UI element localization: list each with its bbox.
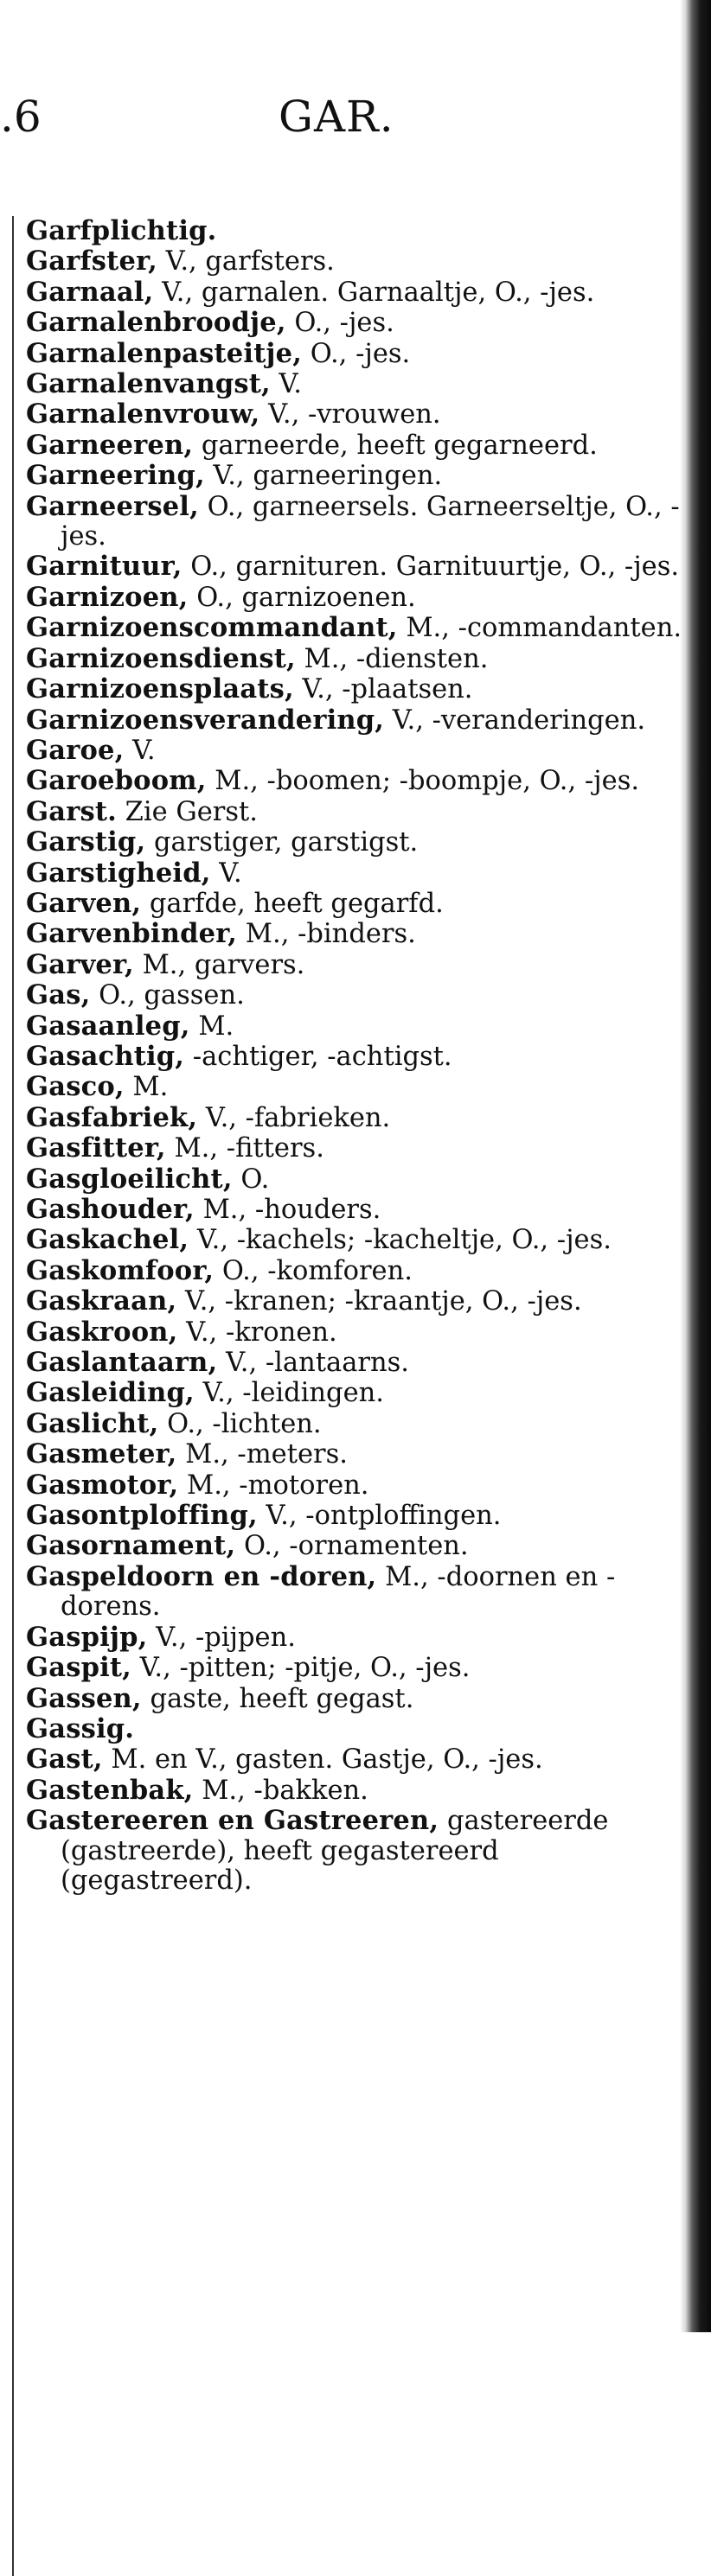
entry-definition: V. xyxy=(124,735,156,766)
dictionary-entry xyxy=(26,1531,683,1561)
dictionary-entry xyxy=(26,399,683,430)
entry-definition: V., -kranen; -kraantje, O., -jes. xyxy=(176,1286,582,1317)
entry-definition: M., -motoren. xyxy=(178,1470,369,1501)
entry-definition: V., -fabrieken. xyxy=(197,1102,391,1133)
dictionary-entry xyxy=(26,736,683,766)
dictionary-entry xyxy=(26,1072,683,1102)
entry-definition: garfde, heeft gegarfd. xyxy=(141,888,444,919)
entry-definition: M., -fitters. xyxy=(165,1133,324,1164)
entry-definition: O., -ornamenten. xyxy=(235,1531,469,1562)
entry-headword: Gasmeter, xyxy=(26,1438,177,1470)
entry-headword: Garven, xyxy=(26,887,142,919)
entry-headword: Garnituur, xyxy=(26,551,183,583)
entry-headword: Garnalenbroodje, xyxy=(26,307,286,339)
dictionary-entry xyxy=(26,430,683,461)
entry-headword: Garfplichtig. xyxy=(26,215,217,246)
entry-definition: M., -meters. xyxy=(176,1439,348,1470)
entry-headword: Garneeren, xyxy=(26,429,194,461)
entry-headword: Garoe, xyxy=(26,734,125,766)
entry-definition: V., -ontploffingen. xyxy=(257,1501,502,1532)
entry-definition: M., -houders. xyxy=(194,1195,381,1225)
entry-definition: V., -kachels; -kacheltje, O., -jes. xyxy=(189,1225,612,1256)
dictionary-entry xyxy=(26,492,683,552)
entry-headword: Garneering, xyxy=(26,460,205,492)
entry-definition: O. xyxy=(232,1164,270,1195)
dictionary-entry xyxy=(26,1684,683,1714)
dictionary-entry xyxy=(26,1744,683,1775)
entry-headword: Garfster, xyxy=(26,245,157,277)
entry-definition: O., garnituren. Garnituurtje, O., -jes. xyxy=(182,552,680,583)
entry-headword: Garnaal, xyxy=(26,276,154,308)
entry-headword: Gaskraan, xyxy=(26,1285,177,1317)
dictionary-entry xyxy=(26,705,683,736)
dictionary-entry xyxy=(26,613,683,643)
entry-definition: V., -leidingen. xyxy=(194,1378,384,1409)
dictionary-entry xyxy=(26,1011,683,1042)
entry-headword: Garnizoensverandering, xyxy=(26,704,385,736)
entry-headword: Garnalenvrouw, xyxy=(26,399,260,430)
entry-definition: M., -boomen; -boompje, O., -jes. xyxy=(206,766,640,797)
entry-headword: Garnizoensplaats, xyxy=(26,673,294,705)
entry-definition: V. xyxy=(210,858,242,889)
entry-headword: Garnalenvangst, xyxy=(26,368,271,400)
entry-headword: Garneersel, xyxy=(26,490,199,522)
entry-definition: gastereerde (gastreerde), heeft gegastereerd (gegastreerd). xyxy=(61,1806,609,1896)
entry-headword: Garst. xyxy=(26,795,117,827)
entry-definition: garstiger, garstigst. xyxy=(145,827,419,858)
entry-headword: Gasco, xyxy=(26,1071,125,1103)
dictionary-entry xyxy=(26,1409,683,1439)
dictionary-entries xyxy=(26,216,683,1896)
dictionary-entry xyxy=(26,766,683,796)
entry-definition: M. xyxy=(124,1072,169,1103)
page-header xyxy=(0,92,711,173)
entry-definition: V., -veranderingen. xyxy=(384,705,646,736)
entry-definition: gaste, heeft gegast. xyxy=(141,1683,414,1714)
dictionary-entry xyxy=(26,644,683,674)
entry-headword: Gasleiding, xyxy=(26,1377,195,1409)
dictionary-entry xyxy=(26,246,683,277)
entry-headword: Gasaanleg, xyxy=(26,1010,190,1042)
dictionary-entry xyxy=(26,919,683,949)
dictionary-entry xyxy=(26,552,683,582)
entry-headword: Gaspijp, xyxy=(26,1621,148,1653)
dictionary-entry xyxy=(26,216,683,246)
entry-headword: Garstig, xyxy=(26,826,146,858)
entry-headword: Gaskomfoor, xyxy=(26,1254,215,1286)
entry-definition: Zie Gerst. xyxy=(116,796,258,827)
entry-headword: Gaspeldoorn en -doren, xyxy=(26,1560,377,1592)
entry-definition: M., -doornen en -dorens. xyxy=(61,1561,616,1623)
entry-headword: Garnizoen, xyxy=(26,581,189,613)
entry-definition: -achtiger, -achtigst. xyxy=(184,1041,452,1072)
entry-definition: V., -plaatsen. xyxy=(293,674,473,705)
entry-headword: Gasmotor, xyxy=(26,1469,179,1501)
entry-headword: Garoeboom, xyxy=(26,765,207,797)
entry-headword: Gasfitter, xyxy=(26,1132,166,1164)
entry-headword: Gaslantaarn, xyxy=(26,1347,218,1379)
dictionary-entry xyxy=(26,1195,683,1225)
entry-definition: M., garvers. xyxy=(133,949,305,980)
page-number: .6 xyxy=(0,92,42,142)
entry-headword: Gasornament, xyxy=(26,1530,236,1562)
entry-headword: Gaspit, xyxy=(26,1652,132,1684)
entry-headword: Gasontploffing, xyxy=(26,1500,258,1532)
entry-definition: V., -pijpen. xyxy=(147,1622,296,1653)
dictionary-entry xyxy=(26,1776,683,1806)
entry-definition: O., garneersels. Garneerseltje, O., -jes. xyxy=(61,491,680,552)
entry-headword: Garvenbinder, xyxy=(26,918,238,950)
entry-headword: Gas, xyxy=(26,979,91,1011)
dictionary-entry xyxy=(26,308,683,338)
dictionary-entry xyxy=(26,1103,683,1133)
dictionary-entry xyxy=(26,980,683,1011)
dictionary-entry xyxy=(26,461,683,491)
dictionary-entry xyxy=(26,1042,683,1072)
entry-headword: Garver, xyxy=(26,948,134,980)
dictionary-entry xyxy=(26,889,683,919)
entry-definition: V., -vrouwen. xyxy=(259,399,441,430)
entry-definition: V., garfsters. xyxy=(157,246,335,277)
dictionary-entry xyxy=(26,1256,683,1286)
entry-headword: Gasachtig, xyxy=(26,1040,185,1072)
dictionary-entry xyxy=(26,1714,683,1744)
entry-definition: M., -bakken. xyxy=(193,1775,368,1806)
dictionary-entry xyxy=(26,1378,683,1408)
entry-headword: Garnalenpasteitje, xyxy=(26,337,303,369)
entry-definition: O., -jes. xyxy=(302,338,411,369)
dictionary-entry xyxy=(26,1164,683,1195)
entry-definition: V., -pitten; -pitje, O., -jes. xyxy=(131,1653,471,1684)
entry-definition: V. xyxy=(270,369,302,400)
dictionary-entry xyxy=(26,1806,683,1896)
left-margin-rule xyxy=(12,216,14,2576)
dictionary-entry xyxy=(26,369,683,399)
entry-headword: Gassig. xyxy=(26,1712,135,1744)
entry-definition: V., -lantaarns. xyxy=(217,1348,409,1379)
entry-definition: M., -diensten. xyxy=(295,643,489,674)
dictionary-entry xyxy=(26,858,683,889)
dictionary-entry xyxy=(26,339,683,369)
dictionary-entry xyxy=(26,1623,683,1653)
dictionary-entry xyxy=(26,797,683,827)
entry-headword: Gaskroon, xyxy=(26,1316,178,1348)
entry-headword: Gasfabriek, xyxy=(26,1101,198,1133)
dictionary-entry xyxy=(26,1470,683,1501)
dictionary-entry xyxy=(26,1133,683,1164)
dictionary-entry xyxy=(26,827,683,858)
dictionary-entry xyxy=(26,1317,683,1348)
running-head: GAR. xyxy=(279,92,394,142)
dictionary-entry xyxy=(26,950,683,980)
entry-headword: Gassen, xyxy=(26,1682,142,1714)
entry-headword: Garnizoenscommandant, xyxy=(26,612,398,644)
entry-headword: Gasgloeilicht, xyxy=(26,1163,233,1195)
entry-definition: O., -jes. xyxy=(285,308,394,339)
entry-definition: V., -kronen. xyxy=(177,1317,337,1348)
entry-definition: M. en V., gasten. Gastje, O., -jes. xyxy=(102,1744,543,1776)
entry-definition: O., -lichten. xyxy=(158,1408,322,1439)
entry-definition: M. xyxy=(189,1011,234,1042)
entry-headword: Gaskachel, xyxy=(26,1224,189,1256)
entry-definition: V., garnalen. Garnaaltje, O., -jes. xyxy=(153,277,595,308)
dictionary-entry xyxy=(26,674,683,705)
dictionary-entry xyxy=(26,583,683,613)
entry-headword: Gast, xyxy=(26,1744,103,1776)
entry-definition: garneerde, heeft gegarneerd. xyxy=(193,430,598,461)
entry-definition: M., -commandanten. xyxy=(397,613,682,644)
entry-headword: Gastenbak, xyxy=(26,1774,194,1806)
page-edge-shadow xyxy=(680,0,711,2332)
entry-definition: M., -binders. xyxy=(237,919,416,950)
entry-definition: O., gassen. xyxy=(90,980,245,1011)
entry-definition: V., garneeringen. xyxy=(204,461,443,492)
entry-headword: Garstigheid, xyxy=(26,857,211,889)
entry-definition: O., -komforen. xyxy=(214,1255,413,1286)
dictionary-entry xyxy=(26,277,683,308)
dictionary-entry xyxy=(26,1286,683,1317)
entry-headword: Gashouder, xyxy=(26,1194,195,1225)
entry-headword: Gaslicht, xyxy=(26,1407,159,1439)
dictionary-entry xyxy=(26,1348,683,1378)
entry-headword: Garnizoensdienst, xyxy=(26,642,296,674)
entry-headword: Gastereeren en Gastreeren, xyxy=(26,1805,439,1837)
entry-definition: O., garnizoenen. xyxy=(188,582,416,613)
dictionary-entry xyxy=(26,1439,683,1470)
dictionary-entry xyxy=(26,1225,683,1255)
dictionary-entry xyxy=(26,1562,683,1623)
dictionary-entry xyxy=(26,1501,683,1531)
dictionary-entry xyxy=(26,1653,683,1683)
